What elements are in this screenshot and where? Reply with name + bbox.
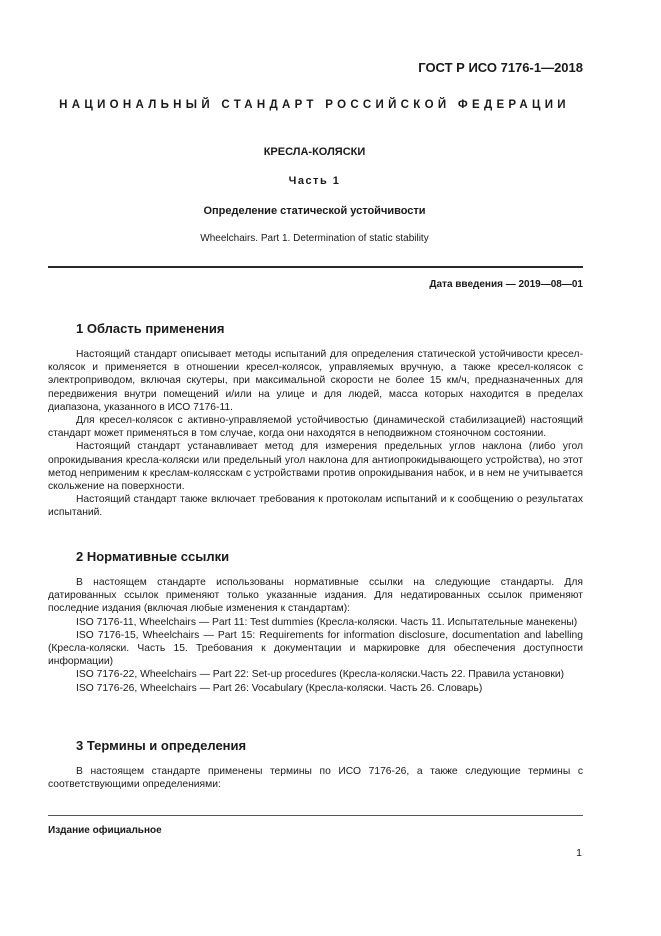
reference-item: ISO 7176-15, Wheelchairs — Part 15: Requirements for information disclosure, documentation and labelling (Кресла-коляски. Часть 15. Требования к документации и маркировке для обеспечения доступности информации)	[48, 629, 583, 668]
footer-divider	[48, 815, 583, 816]
section-heading: 1 Область применения	[76, 321, 225, 336]
introduction-date: Дата введения — 2019—08—01	[429, 279, 583, 290]
section-terms-definitions	[48, 738, 583, 791]
standard-code: ГОСТ Р ИСО 7176-1—2018	[418, 60, 583, 75]
english-title: Wheelchairs. Part 1. Determination of static stability	[200, 233, 429, 244]
paragraph: Настоящий стандарт также включает требования к протоколам испытаний и к сообщению о результатах испытаний.	[48, 494, 583, 519]
paragraph: В настоящем стандарте применены термины по ИСО 7176-26, а также следующие термины с соответствующими определениями:	[48, 766, 583, 791]
paragraph: В настоящем стандарте использованы нормативные ссылки на следующие стандарты. Для датированных ссылок применяют только указанные издания. Для недатированных ссылок применяют последние издания (включая любые изменения к стандартам):	[48, 577, 583, 615]
national-standard-heading: НАЦИОНАЛЬНЫЙ СТАНДАРТ РОССИЙСКОЙ ФЕДЕРАЦИИ	[59, 99, 570, 111]
section-scope	[48, 321, 583, 520]
section-heading: 2 Нормативные ссылки	[76, 549, 230, 564]
section-heading: 3 Термины и определения	[76, 738, 247, 753]
paragraph: Для кресел-колясок с активно-управляемой устойчивостью (динамической стабилизацией) настоящий стандарт может применяться в том случае, когда они находятся в неподвижном стояночном состоянии.	[48, 415, 583, 440]
reference-item: ISO 7176-11, Wheelchairs — Part 11: Test dummies (Кресла-коляски. Часть 11. Испытательные манекены)	[76, 616, 578, 628]
reference-item: ISO 7176-26, Wheelchairs — Part 26: Vocabulary (Кресла-коляски. Часть 26. Словарь)	[76, 682, 483, 694]
reference-item: ISO 7176-22, Wheelchairs — Part 22: Set-up procedures (Кресла-коляски.Часть 22. Правила установки)	[76, 669, 565, 681]
paragraph: Настоящий стандарт устанавливает метод для измерения предельных углов наклона (либо угол опрокидывания кресла-коляски или предельный угол наклона для антиопрокидывающего устройства), но этот метод неприменим к креслам-колясскам с устройствами против опрокидывания набок, и в нем не учитывается скольжение на поверхности.	[48, 441, 583, 493]
official-edition-label: Издание официальное	[48, 825, 162, 836]
document-subtitle: Определение статической устойчивости	[203, 205, 426, 217]
paragraph: Настоящий стандарт описывает методы испытаний для определения статической устойчивости кресел-колясок и применяется в отношении кресел-колясок, управляемых вручную, а также кресел-колясок с электроприводом, включая скутеры, при максимальной скорости не более 15 км/ч, предназначенных для передвижения внутри помещений и/или на улице и для людей, масса которых находится в пределах диапазона, указанного в ИСО 7176-11.	[48, 349, 583, 413]
section-normative-references	[48, 549, 583, 695]
document-title: КРЕСЛА-КОЛЯСКИ	[263, 146, 366, 158]
page-number: 1	[576, 847, 582, 859]
document-part: Часть 1	[288, 175, 341, 187]
header-divider	[48, 266, 583, 268]
